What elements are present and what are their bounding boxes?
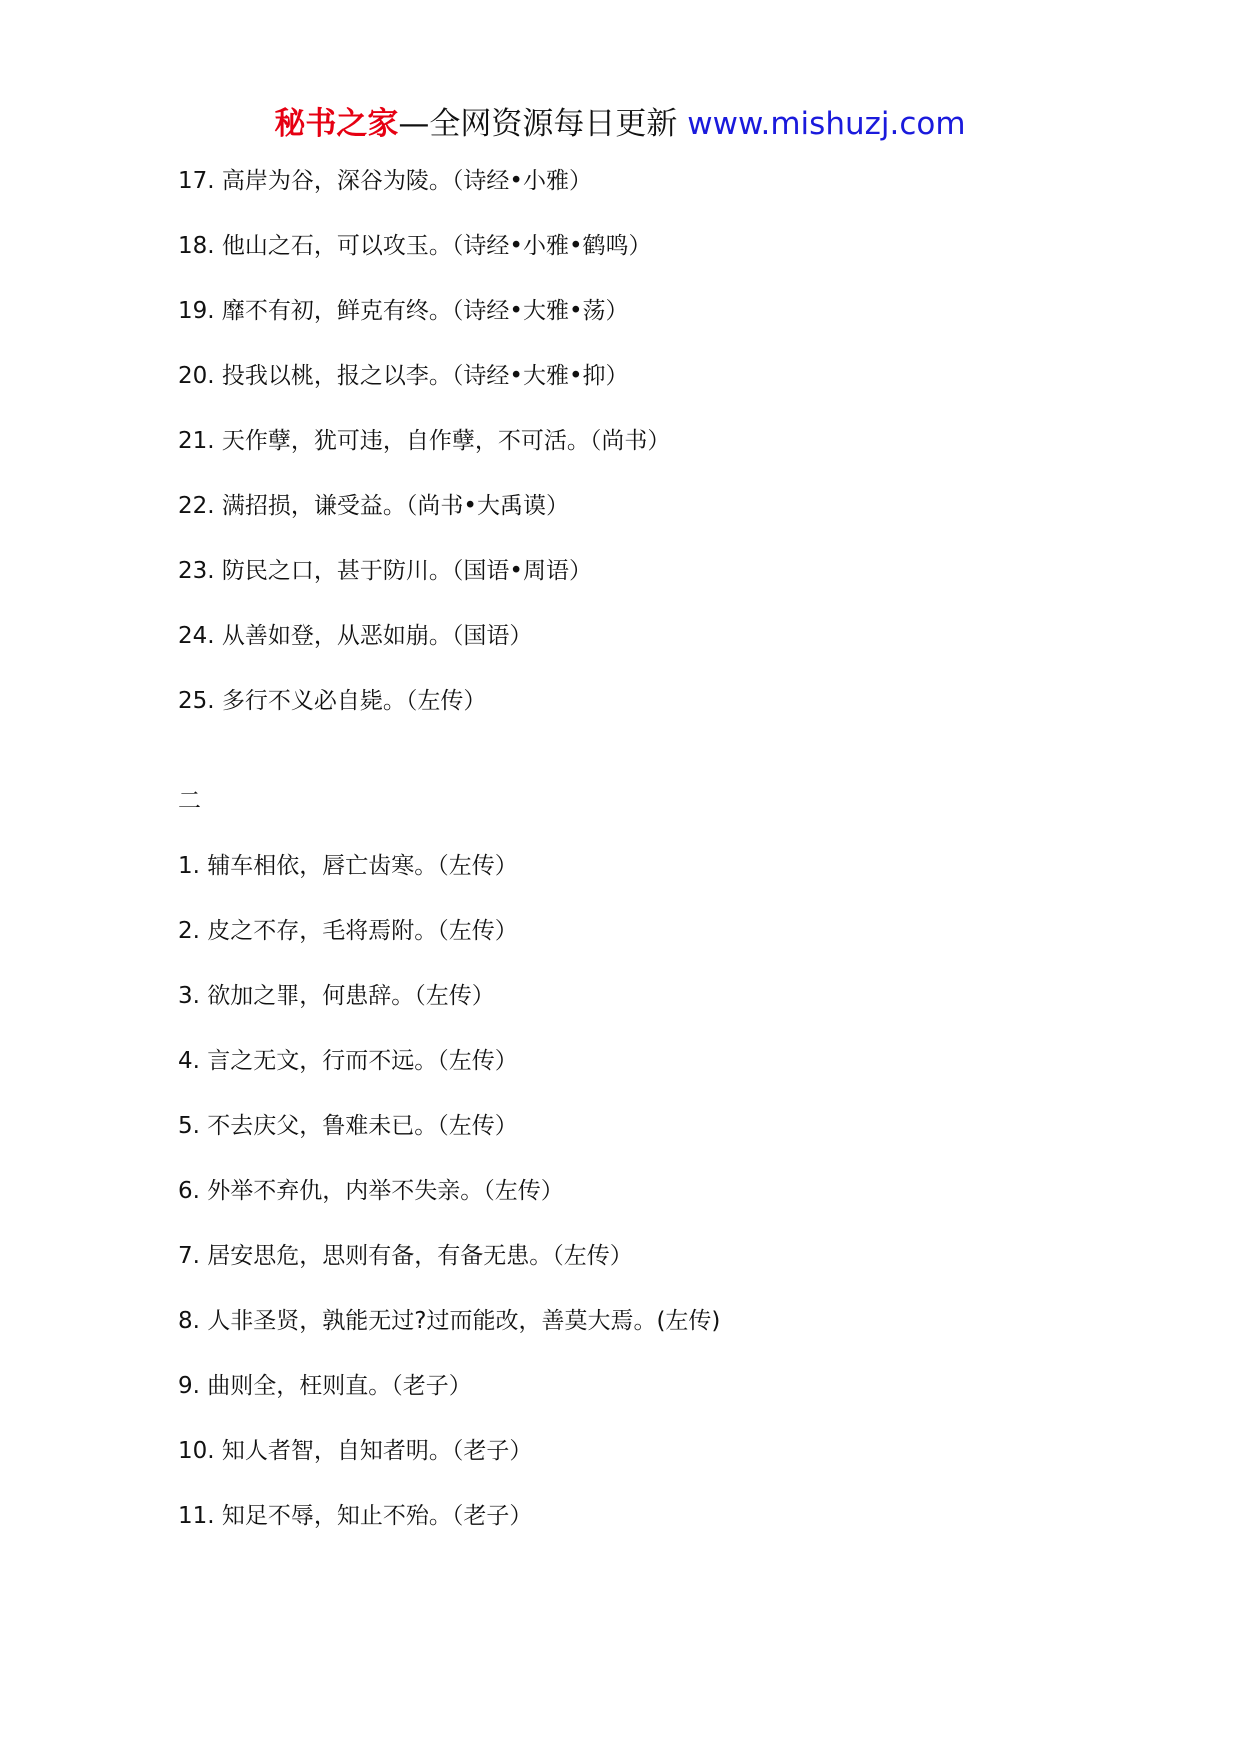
quote-line: 6. 外举不弃仇，内举不失亲。（左传）	[178, 1178, 564, 1204]
quote-line: 22. 满招损，谦受益。（尚书•大禹谟）	[178, 493, 569, 519]
quote-line: 23. 防民之口，甚于防川。（国语•周语）	[178, 558, 592, 584]
quote-line: 1. 辅车相依，唇亡齿寒。（左传）	[178, 853, 518, 879]
quote-line: 24. 从善如登，从恶如崩。（国语）	[178, 623, 533, 649]
quote-line: 3. 欲加之罪，何患辞。（左传）	[178, 983, 495, 1009]
quote-line: 21. 天作孽，犹可违，自作孽，不可活。（尚书）	[178, 428, 671, 454]
brand-name: 秘书之家	[274, 106, 399, 142]
section-heading: 二	[178, 788, 201, 814]
quote-line: 7. 居安思危，思则有备，有备无患。（左传）	[178, 1243, 633, 1269]
quote-line: 8. 人非圣贤，孰能无过?过而能改，善莫大焉。(左传)	[178, 1308, 721, 1334]
quote-line: 25. 多行不义必自毙。（左传）	[178, 688, 487, 714]
quote-line: 4. 言之无文，行而不远。（左传）	[178, 1048, 518, 1074]
quote-list	[178, 166, 1178, 1566]
header-tagline: —全网资源每日更新	[398, 106, 688, 142]
quote-line: 17. 高岸为谷，深谷为陵。（诗经•小雅）	[178, 168, 592, 194]
site-url-link[interactable]: www.mishuzj.com	[687, 106, 966, 142]
quote-line: 11. 知足不辱，知止不殆。（老子）	[178, 1503, 533, 1529]
quote-line: 10. 知人者智，自知者明。（老子）	[178, 1438, 533, 1464]
quote-line: 9. 曲则全，枉则直。（老子）	[178, 1373, 472, 1399]
quote-line: 19. 靡不有初，鲜克有终。（诗经•大雅•荡）	[178, 298, 629, 324]
quote-line: 18. 他山之石，可以攻玉。（诗经•小雅•鹤鸣）	[178, 233, 652, 259]
quote-line: 5. 不去庆父，鲁难未已。（左传）	[178, 1113, 518, 1139]
page-header	[0, 102, 1240, 146]
section-gap	[178, 751, 1178, 786]
quote-line: 2. 皮之不存，毛将焉附。（左传）	[178, 918, 518, 944]
quote-line: 20. 投我以桃，报之以李。（诗经•大雅•抑）	[178, 363, 629, 389]
